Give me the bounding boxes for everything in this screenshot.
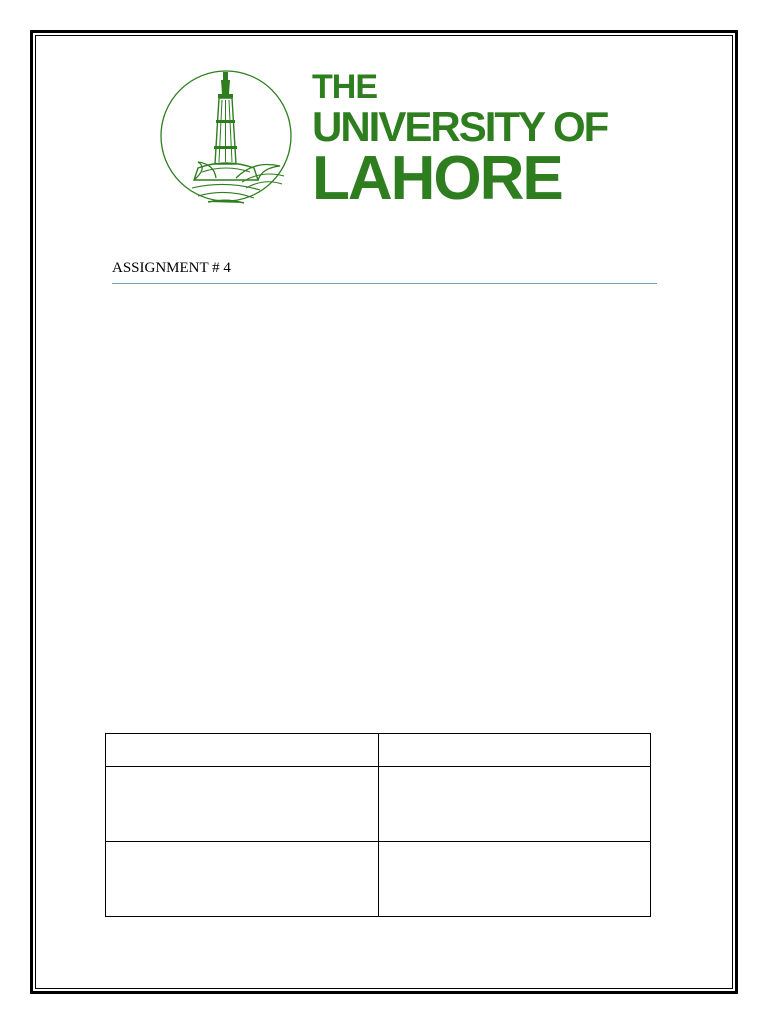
wordmark-line-the: THE — [312, 68, 377, 106]
university-logo — [158, 68, 618, 213]
table-cell — [106, 842, 379, 917]
assignment-title: ASSIGNMENT # 4 — [112, 260, 231, 276]
table-cell — [379, 842, 651, 917]
table-cell — [106, 734, 379, 767]
table-cell — [106, 767, 379, 842]
table-cell — [379, 767, 651, 842]
title-underline-rule — [112, 283, 657, 284]
minar-e-pakistan-emblem-icon — [158, 68, 296, 208]
table-row — [106, 734, 651, 767]
wordmark-line-lahore: LAHORE — [312, 144, 562, 213]
table-row — [106, 842, 651, 917]
table-row — [106, 767, 651, 842]
wordmark-line-university-of: UNIVERSITY OF — [312, 103, 608, 150]
student-info-table — [105, 733, 651, 917]
table-cell — [379, 734, 651, 767]
